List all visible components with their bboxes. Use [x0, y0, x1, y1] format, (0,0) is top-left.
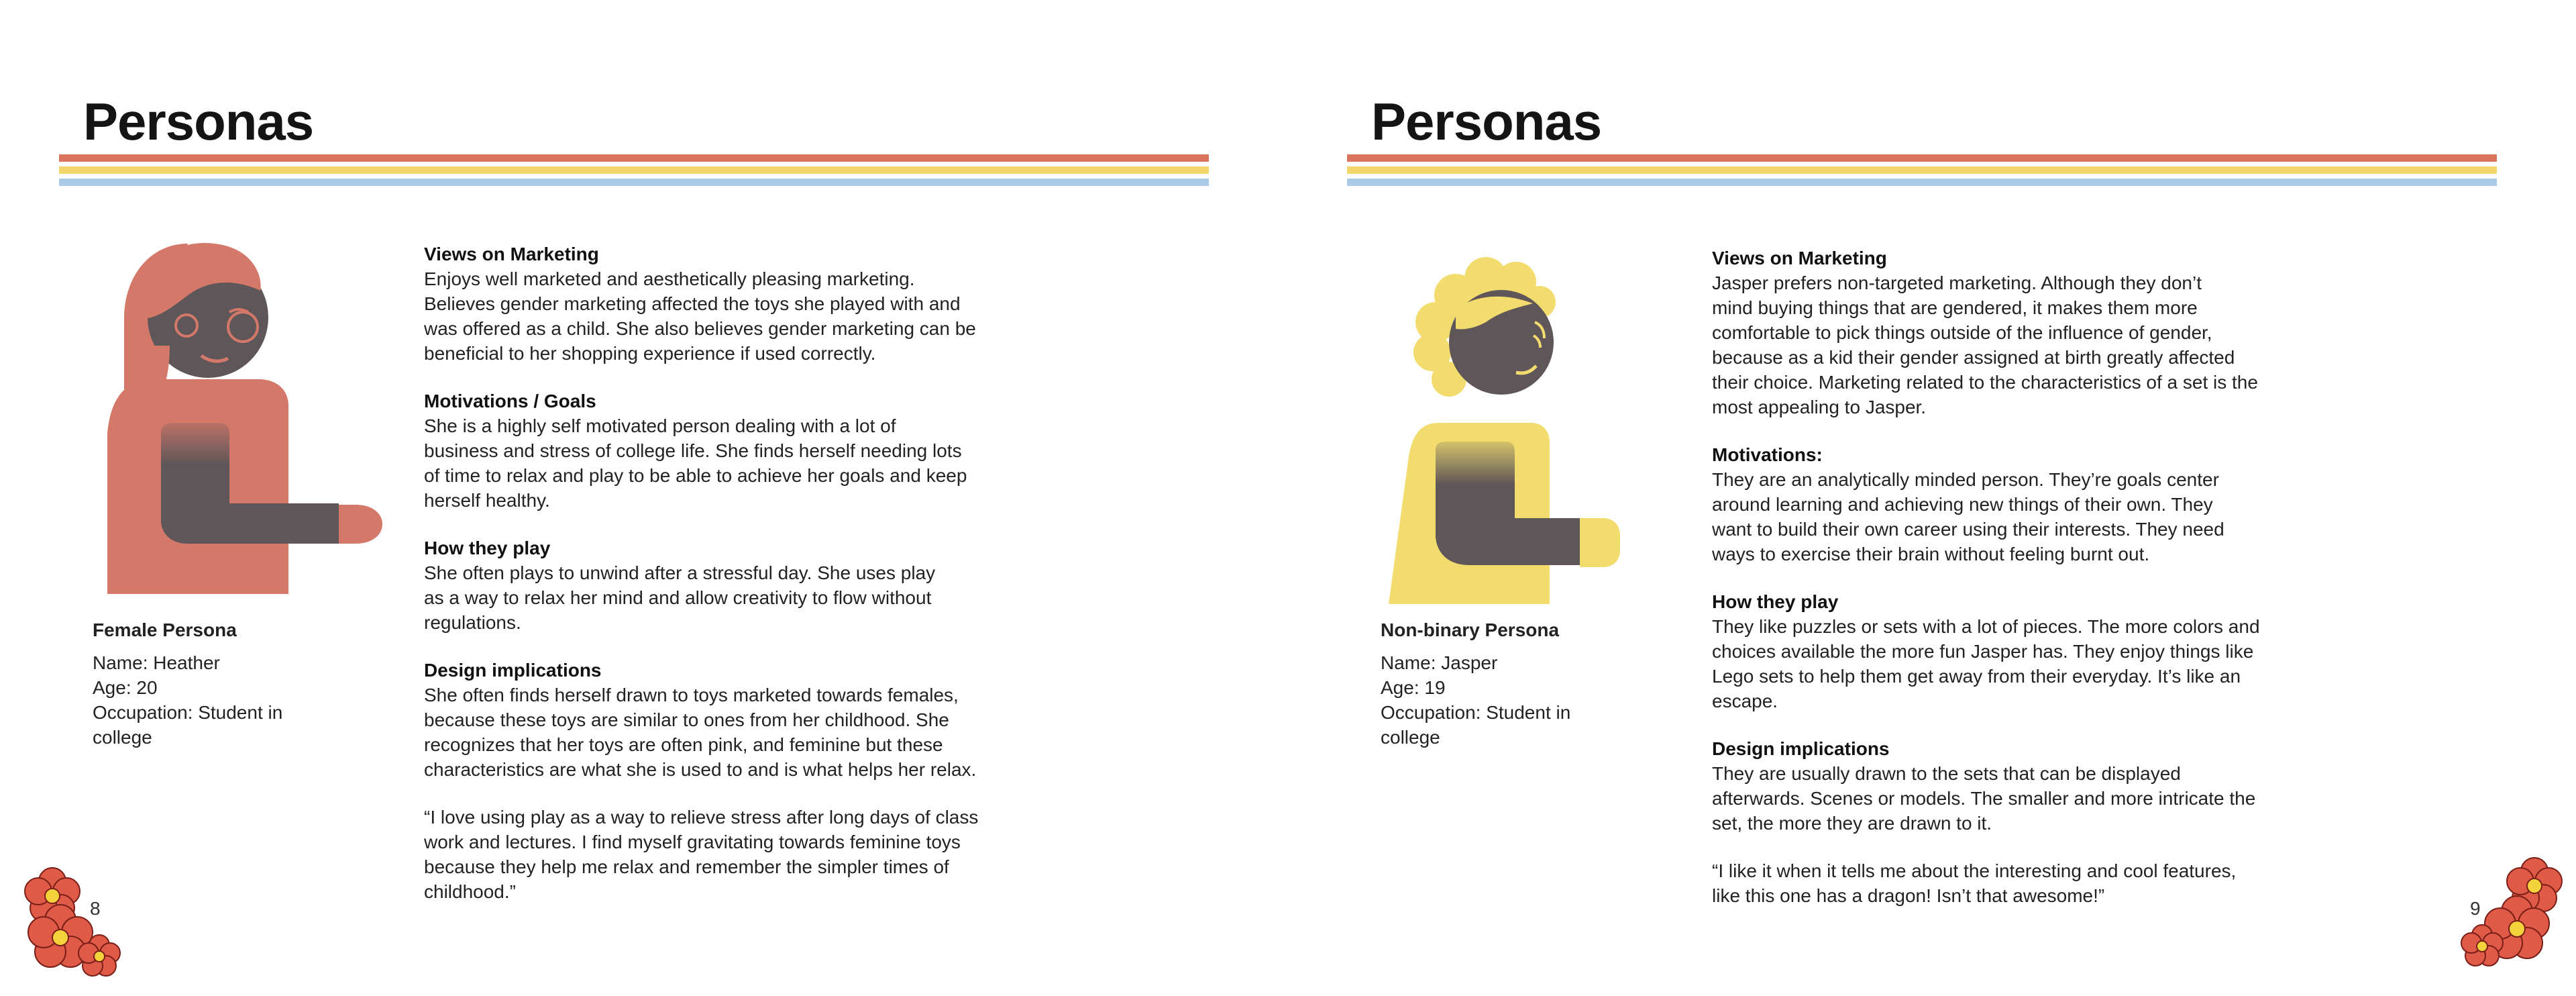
section-heading: Design implications	[1712, 738, 1890, 759]
section-text: She often plays to unwind after a stressful day. She uses play as a way to relax her mind and allow creativity to flow without regulations.	[424, 562, 936, 633]
persona-details	[1712, 246, 2343, 908]
persona-quote: “I like it when it tells me about the interesting and cool features, like this one has a dragon! Isn’t that awesome!”	[1712, 860, 2237, 906]
persona-caption	[93, 617, 282, 750]
flower-decoration	[2455, 854, 2569, 971]
persona-age: Age: 19	[1381, 677, 1446, 698]
persona-label: Female Persona	[93, 619, 237, 640]
nonbinary-persona-illustration	[1375, 255, 1644, 611]
section-text: They like puzzles or sets with a lot of pieces. The more colors and choices available the more fun Jasper has. They enjoy things like Lego sets to help them get away from their everyday. It’s like an escape.	[1712, 616, 2260, 711]
arm-shape	[1436, 442, 1580, 565]
female-persona-illustration	[87, 238, 389, 607]
persona-occupation: Occupation: Student in	[93, 702, 283, 723]
stripe-yellow	[59, 166, 1209, 174]
section-heading: Motivations:	[1712, 444, 1823, 465]
hand-shape	[1580, 518, 1620, 567]
section-heading: Motivations / Goals	[424, 391, 596, 411]
section-text: They are an analytically minded person. They’re goals center around learning and achieving new things of their own. They want to build their own career using their interests. They need ways to exercise their brain without feeling burnt out.	[1712, 469, 2224, 564]
persona-name: Name: Heather	[93, 652, 220, 673]
persona-occupation: Occupation: Student in	[1381, 702, 1571, 723]
section-heading: How they play	[1712, 591, 1839, 612]
section-heading: Design implications	[424, 660, 602, 681]
section-heading: Views on Marketing	[1712, 248, 1887, 268]
stripe-blue	[1347, 179, 2497, 186]
right-page	[1288, 0, 2576, 996]
persona-occupation-cont: college	[1381, 727, 1440, 748]
stripe-red	[59, 154, 1209, 162]
persona-quote: “I love using play as a way to relieve stress after long days of class work and lectures. I find myself gravitating towards feminine toys because they help me relax and remember the simpler times of childhood.”	[424, 807, 979, 902]
section-heading: How they play	[424, 538, 551, 558]
section-text: She often finds herself drawn to toys marketed towards females, because these toys are similar to ones from her childhood. She recognizes that her toys are often pink, and feminine but these characteristics are what she is used to and is what helps her relax.	[424, 685, 977, 780]
stripe-red	[1347, 154, 2497, 162]
section-text: Enjoys well marketed and aesthetically pleasing marketing. Believes gender marketing affected the toys she played with and was offered as a child. She also believes gender marketing can be beneficial to her shopping experience if used correctly.	[424, 268, 976, 364]
page-number: 8	[90, 898, 101, 919]
page-title: Personas	[1371, 92, 1602, 151]
flower-decoration	[12, 862, 126, 980]
hand-shape	[339, 505, 382, 544]
persona-age: Age: 20	[93, 677, 158, 698]
section-text: They are usually drawn to the sets that can be displayed afterwards. Scenes or models. The smaller and more intricate the set, the more they are drawn to it.	[1712, 763, 2256, 834]
persona-occupation-cont: college	[93, 727, 152, 748]
section-text: Jasper prefers non-targeted marketing. Although they don’t mind buying things that are gendered, it makes them more comfortable to pick things outside of the influence of gender, because as a kid their gender assigned at birth greatly affected their choice. Marketing related to the characteristics of a set is the most appealing to Jasper.	[1712, 272, 2258, 417]
persona-name: Name: Jasper	[1381, 652, 1498, 673]
persona-caption	[1381, 617, 1570, 750]
page-number: 9	[2470, 898, 2481, 919]
persona-details	[424, 242, 1014, 904]
section-text: She is a highly self motivated person dealing with a lot of business and stress of college life. She finds herself needing lots of time to relax and play to be able to achieve her goals and keep herself healthy.	[424, 415, 967, 511]
stripe-yellow	[1347, 166, 2497, 174]
page-title: Personas	[83, 92, 314, 151]
section-heading: Views on Marketing	[424, 244, 599, 264]
stripe-blue	[59, 179, 1209, 186]
persona-label: Non-binary Persona	[1381, 619, 1560, 640]
